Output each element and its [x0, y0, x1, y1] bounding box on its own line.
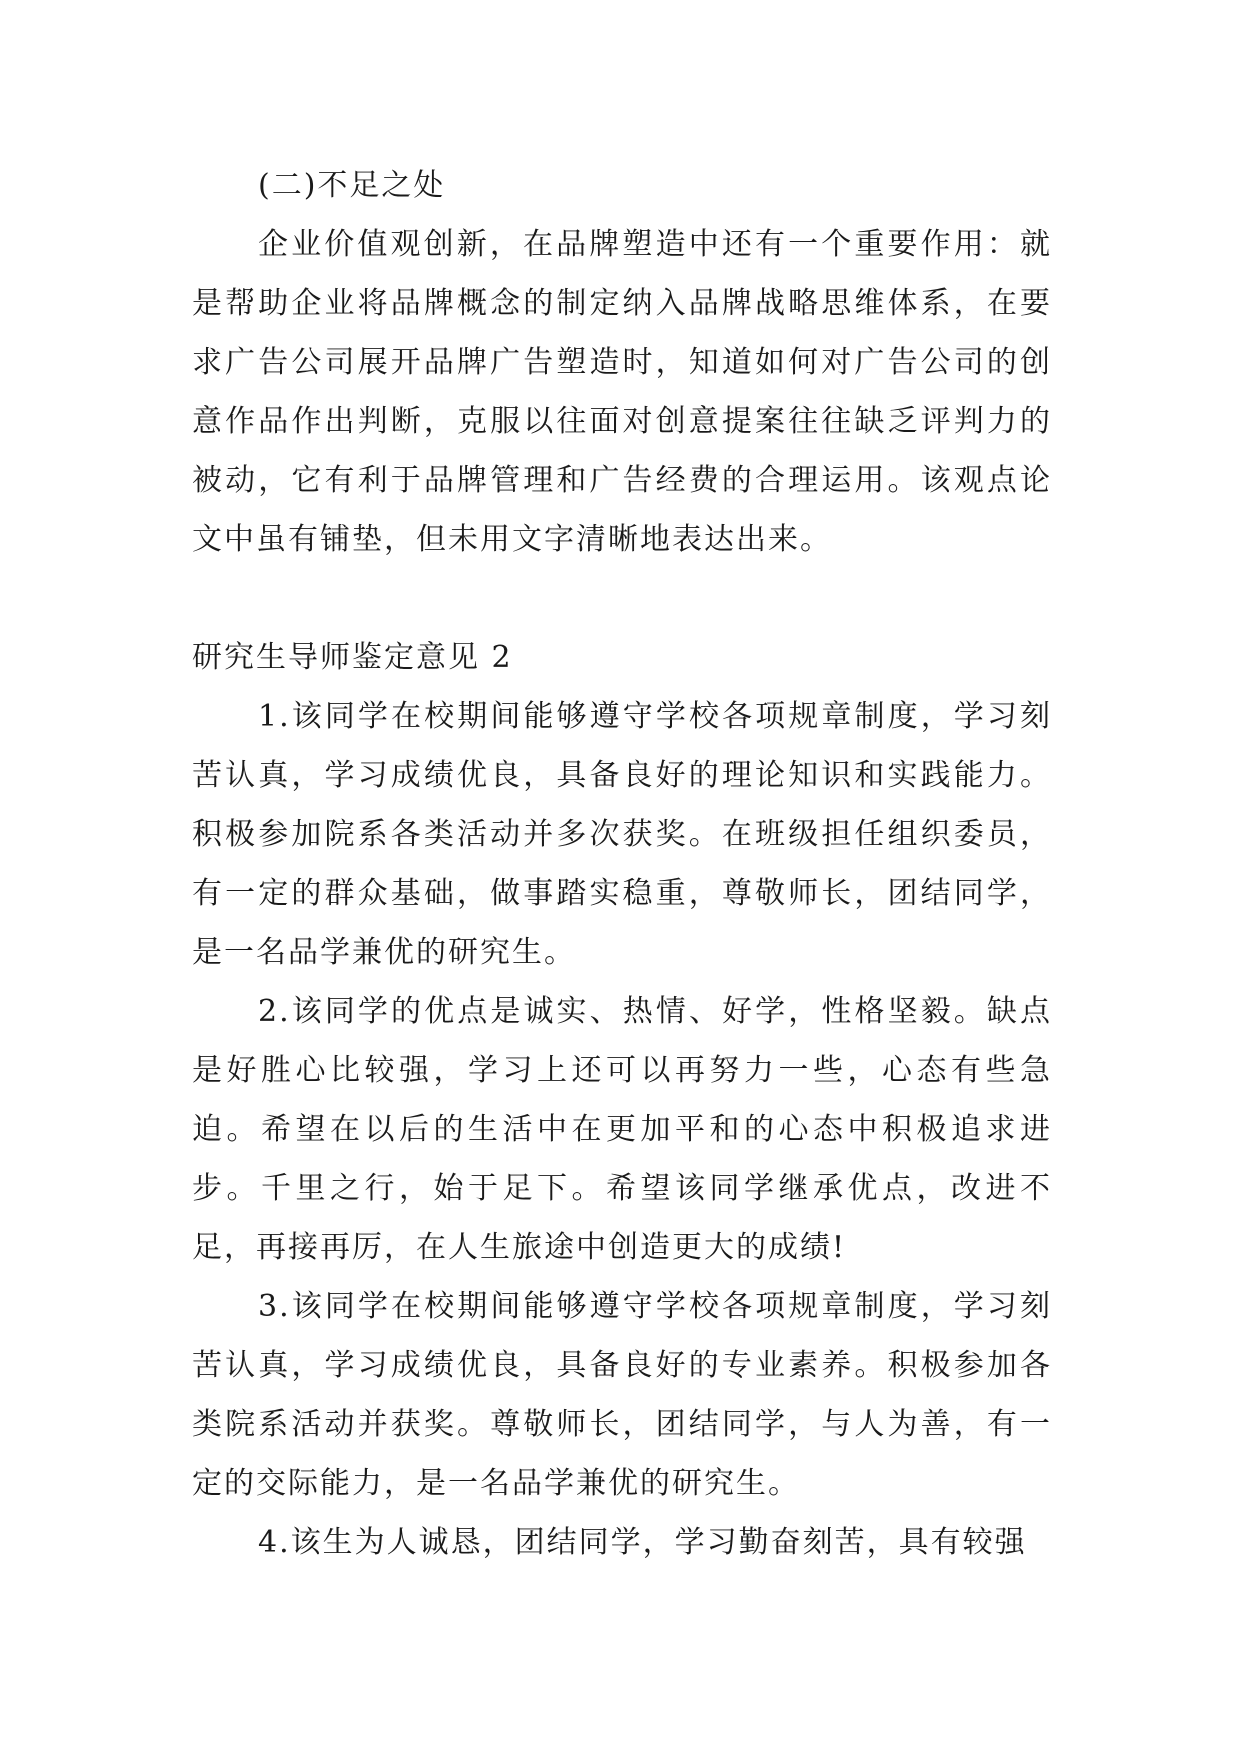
section-heading: (二)不足之处 [258, 168, 446, 203]
list-item: 1.该同学在校期间能够遵守学校各项规章制度，学习刻苦认真，学习成绩优良，具备良好的理论知识和实践能力。积极参加院系各类活动并多次获奖。在班级担任组织委员，有一定的群众基础，做事踏实稳重，尊敬师长，团结同学，是一名品学兼优的研究生。 [192, 699, 1052, 970]
list-item: 4.该生为人诚恳，团结同学，学习勤奋刻苦，具有较强 [258, 1525, 1027, 1560]
document-body [192, 156, 1052, 1572]
list-item: 3.该同学在校期间能够遵守学校各项规章制度，学习刻苦认真，学习成绩优良，具备良好的专业素养。积极参加各类院系活动并获奖。尊敬师长，团结同学，与人为善，有一定的交际能力，是一名品学兼优的研究生。 [192, 1289, 1052, 1501]
section-title: 研究生导师鉴定意见 2 [192, 640, 513, 675]
intro-paragraph: 企业价值观创新，在品牌塑造中还有一个重要作用：就是帮助企业将品牌概念的制定纳入品牌战略思维体系，在要求广告公司展开品牌广告塑造时，知道如何对广告公司的创意作品作出判断，克服以往面对创意提案往往缺乏评判力的被动，它有利于品牌管理和广告经费的合理运用。该观点论文中虽有铺垫，但未用文字清晰地表达出来。 [192, 227, 1052, 557]
list-item: 2.该同学的优点是诚实、热情、好学，性格坚毅。缺点是好胜心比较强，学习上还可以再努力一些，心态有些急迫。希望在以后的生活中在更加平和的心态中积极追求进步。千里之行，始于足下。希望该同学继承优点，改进不足，再接再厉，在人生旅途中创造更大的成绩! [192, 994, 1052, 1265]
